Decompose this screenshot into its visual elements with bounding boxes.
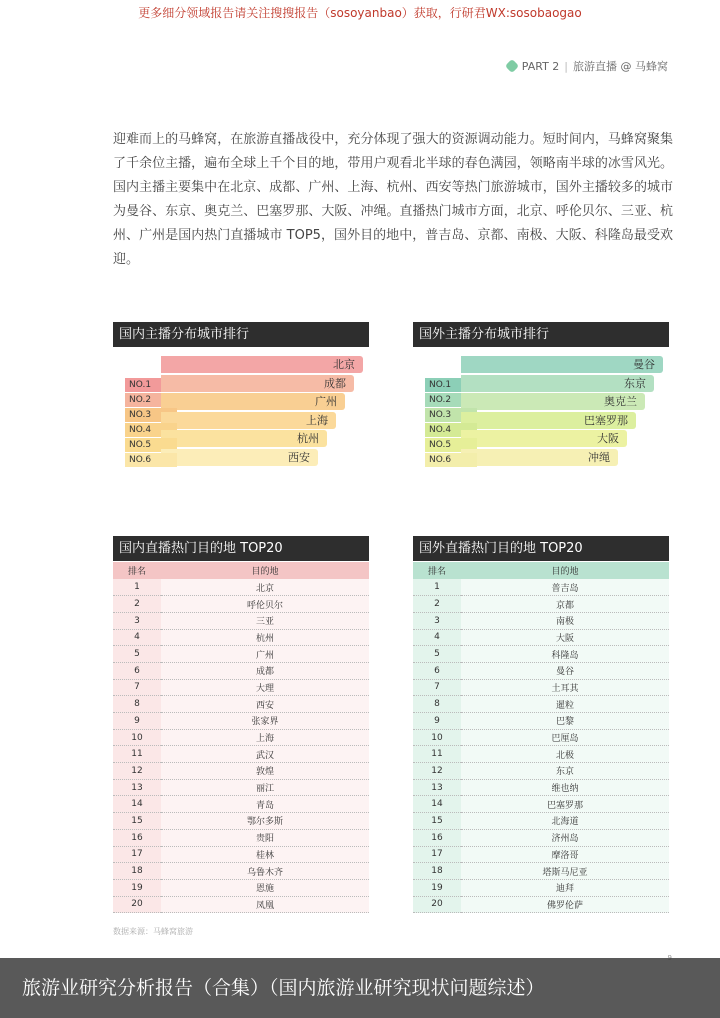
table-row <box>113 612 369 629</box>
rank-cell: 2 <box>113 596 161 613</box>
table-row <box>413 763 669 780</box>
rank-cell: 10 <box>413 729 461 746</box>
rank-bar <box>161 393 345 410</box>
rank-cell: 13 <box>113 779 161 796</box>
table-row <box>413 813 669 830</box>
rank-cell: 12 <box>113 763 161 780</box>
table-row <box>113 596 369 613</box>
rank-tag: NO.2 <box>125 393 177 407</box>
destination-cell: 北极 <box>461 746 669 763</box>
rank-tag: NO.4 <box>125 423 177 437</box>
table-row <box>113 713 369 730</box>
destination-cell: 杭州 <box>161 629 369 646</box>
rank-cell: 20 <box>413 896 461 913</box>
table-row <box>113 796 369 813</box>
foreign-top20-table <box>413 562 669 913</box>
rank-tag: NO.5 <box>125 438 177 452</box>
rank-bar <box>461 449 618 466</box>
rank-cell: 15 <box>413 813 461 830</box>
hexagon-icon <box>505 59 519 73</box>
col-rank: 排名 <box>413 562 461 579</box>
rank-city: 冲绳 <box>588 450 610 464</box>
rank-cell: 3 <box>413 612 461 629</box>
destination-cell: 西安 <box>161 696 369 713</box>
rank-cell: 17 <box>413 846 461 863</box>
rank-tag: NO.1 <box>425 378 477 392</box>
destination-cell: 呼伦贝尔 <box>161 596 369 613</box>
domestic-top20-title: 国内直播热门目的地 TOP20 <box>113 536 369 561</box>
table-row <box>113 646 369 663</box>
rank-city: 大阪 <box>597 432 619 445</box>
table-row <box>413 863 669 880</box>
intro-paragraph: 迎难而上的马蜂窝，在旅游直播战役中，充分体现了强大的资源调动能力。短时间内，马蜂窝聚集了千余位主播，遍布全球上千个目的地，带用户观看北半球的春色满园，领略南半球的冰雪风光。国内主播主要集中在北京、成都、广州、上海、杭州、西安等热门旅游城市，国外主播较多的城市为曼谷、东京、奥克兰、巴塞罗那、大阪、冲绳。直播热门城市方面，北京、呼伦贝尔、三亚、杭州、广州是国内热门直播城市 TOP5，国外目的地中，普吉岛、京都、南极、大阪、科隆岛最受欢迎。 <box>113 132 673 267</box>
rank-cell: 14 <box>413 796 461 813</box>
table-row <box>113 896 369 913</box>
rank-city: 巴塞罗那 <box>584 413 628 427</box>
rank-cell: 17 <box>113 846 161 863</box>
table-row <box>113 729 369 746</box>
rank-cell: 7 <box>113 679 161 696</box>
table-row <box>113 879 369 896</box>
domestic-rank-title: 国内主播分布城市排行 <box>113 322 369 347</box>
table-row <box>413 612 669 629</box>
table-row <box>413 679 669 696</box>
destination-cell: 东京 <box>461 763 669 780</box>
col-rank: 排名 <box>113 562 161 579</box>
table-row <box>413 829 669 846</box>
destination-cell: 乌鲁木齐 <box>161 863 369 880</box>
destination-cell: 普吉岛 <box>461 579 669 596</box>
rank-cell: 18 <box>413 863 461 880</box>
rank-tag: NO.5 <box>425 438 477 452</box>
rank-cell: 19 <box>113 879 161 896</box>
destination-cell: 大理 <box>161 679 369 696</box>
table-row <box>113 679 369 696</box>
destination-cell: 京都 <box>461 596 669 613</box>
top-notice: 更多细分领域报告请关注搜搜报告（sosoyanbao）获取，行研君WX:sosobaogao <box>138 6 582 20</box>
table-row <box>113 629 369 646</box>
rank-cell: 1 <box>413 579 461 596</box>
rank-bar <box>461 375 654 392</box>
destination-cell: 塔斯马尼亚 <box>461 863 669 880</box>
table-row <box>113 696 369 713</box>
rank-cell: 14 <box>113 796 161 813</box>
destination-cell: 北京 <box>161 579 369 596</box>
destination-cell: 贵阳 <box>161 829 369 846</box>
table-row <box>413 746 669 763</box>
rank-cell: 5 <box>113 646 161 663</box>
rank-cell: 4 <box>113 629 161 646</box>
destination-cell: 恩施 <box>161 879 369 896</box>
rank-city: 西安 <box>288 450 310 464</box>
table-row <box>413 729 669 746</box>
destination-cell: 敦煌 <box>161 763 369 780</box>
rank-city: 杭州 <box>297 432 319 445</box>
destination-cell: 维也纳 <box>461 779 669 796</box>
rank-tag: NO.2 <box>425 393 477 407</box>
destination-cell: 青岛 <box>161 796 369 813</box>
rank-cell: 3 <box>113 612 161 629</box>
destination-cell: 济州岛 <box>461 829 669 846</box>
rank-cell: 9 <box>413 713 461 730</box>
table-row <box>413 646 669 663</box>
rank-tag: NO.3 <box>425 408 477 422</box>
rank-cell: 6 <box>113 662 161 679</box>
destination-cell: 北海道 <box>461 813 669 830</box>
rank-cell: 16 <box>413 829 461 846</box>
destination-cell: 上海 <box>161 729 369 746</box>
table-row <box>113 863 369 880</box>
destination-cell: 佛罗伦萨 <box>461 896 669 913</box>
destination-cell: 武汉 <box>161 746 369 763</box>
section-header <box>507 58 668 74</box>
rank-bar <box>461 356 663 373</box>
footer-banner: 旅游业研究分析报告（合集）（国内旅游业研究现状问题综述） <box>0 958 720 1018</box>
rank-city: 广州 <box>315 395 337 408</box>
rank-cell: 5 <box>413 646 461 663</box>
rank-cell: 4 <box>413 629 461 646</box>
table-row <box>113 829 369 846</box>
rank-cell: 8 <box>113 696 161 713</box>
destination-cell: 凤凰 <box>161 896 369 913</box>
table-row <box>113 813 369 830</box>
rank-city: 奥克兰 <box>604 395 637 408</box>
rank-bar <box>161 375 354 392</box>
destination-cell: 鄂尔多斯 <box>161 813 369 830</box>
rank-bar <box>161 412 336 429</box>
section-label: 旅游直播 @ 马蜂窝 <box>573 60 668 73</box>
destination-cell: 成都 <box>161 662 369 679</box>
destination-cell: 丽江 <box>161 779 369 796</box>
table-row <box>413 779 669 796</box>
rank-cell: 12 <box>413 763 461 780</box>
table-row <box>413 579 669 596</box>
table-row <box>413 596 669 613</box>
rank-cell: 13 <box>413 779 461 796</box>
rank-cell: 19 <box>413 879 461 896</box>
rank-cell: 18 <box>113 863 161 880</box>
foreign-top20-title: 国外直播热门目的地 TOP20 <box>413 536 669 561</box>
table-row <box>113 846 369 863</box>
destination-cell: 曼谷 <box>461 662 669 679</box>
destination-cell: 巴塞罗那 <box>461 796 669 813</box>
table-row <box>413 696 669 713</box>
rank-cell: 10 <box>113 729 161 746</box>
data-source: 数据来源：马蜂窝旅游 <box>113 927 193 936</box>
destination-cell: 暹粒 <box>461 696 669 713</box>
rank-cell: 8 <box>413 696 461 713</box>
destination-cell: 迪拜 <box>461 879 669 896</box>
rank-tag: NO.6 <box>425 453 477 467</box>
destination-cell: 巴黎 <box>461 713 669 730</box>
rank-city: 曼谷 <box>633 358 655 371</box>
table-row <box>113 779 369 796</box>
table-row <box>113 579 369 596</box>
divider: | <box>564 59 568 73</box>
rank-tag: NO.6 <box>125 453 177 467</box>
table-row <box>413 629 669 646</box>
col-destination: 目的地 <box>461 562 669 579</box>
rank-bar <box>461 412 636 429</box>
rank-cell: 16 <box>113 829 161 846</box>
rank-tag: NO.1 <box>125 378 177 392</box>
table-row <box>413 713 669 730</box>
rank-cell: 11 <box>413 746 461 763</box>
col-destination: 目的地 <box>161 562 369 579</box>
domestic-top20-table <box>113 562 369 913</box>
table-row <box>413 879 669 896</box>
rank-cell: 1 <box>113 579 161 596</box>
rank-city: 东京 <box>624 376 646 390</box>
foreign-rank-chart <box>413 356 669 486</box>
rank-cell: 15 <box>113 813 161 830</box>
destination-cell: 大阪 <box>461 629 669 646</box>
destination-cell: 土耳其 <box>461 679 669 696</box>
rank-cell: 7 <box>413 679 461 696</box>
rank-city: 成都 <box>324 376 346 390</box>
part-label: PART 2 <box>521 59 560 73</box>
destination-cell: 三亚 <box>161 612 369 629</box>
destination-cell: 广州 <box>161 646 369 663</box>
table-row <box>413 662 669 679</box>
table-row <box>113 662 369 679</box>
rank-cell: 11 <box>113 746 161 763</box>
rank-city: 上海 <box>306 413 328 427</box>
rank-cell: 2 <box>413 596 461 613</box>
table-row <box>113 746 369 763</box>
destination-cell: 巴厘岛 <box>461 729 669 746</box>
table-row <box>413 796 669 813</box>
rank-tag: NO.4 <box>425 423 477 437</box>
destination-cell: 摩洛哥 <box>461 846 669 863</box>
rank-bar <box>461 393 645 410</box>
rank-cell: 9 <box>113 713 161 730</box>
rank-bar <box>461 430 627 447</box>
rank-bar <box>161 449 318 466</box>
rank-tag: NO.3 <box>125 408 177 422</box>
domestic-rank-chart <box>113 356 369 486</box>
destination-cell: 桂林 <box>161 846 369 863</box>
rank-city: 北京 <box>333 358 355 371</box>
foreign-rank-title: 国外主播分布城市排行 <box>413 322 669 347</box>
table-row <box>413 846 669 863</box>
rank-cell: 20 <box>113 896 161 913</box>
rank-cell: 6 <box>413 662 461 679</box>
rank-bar <box>161 356 363 373</box>
destination-cell: 科隆岛 <box>461 646 669 663</box>
destination-cell: 南极 <box>461 612 669 629</box>
destination-cell: 张家界 <box>161 713 369 730</box>
rank-bar <box>161 430 327 447</box>
table-row <box>113 763 369 780</box>
table-row <box>413 896 669 913</box>
